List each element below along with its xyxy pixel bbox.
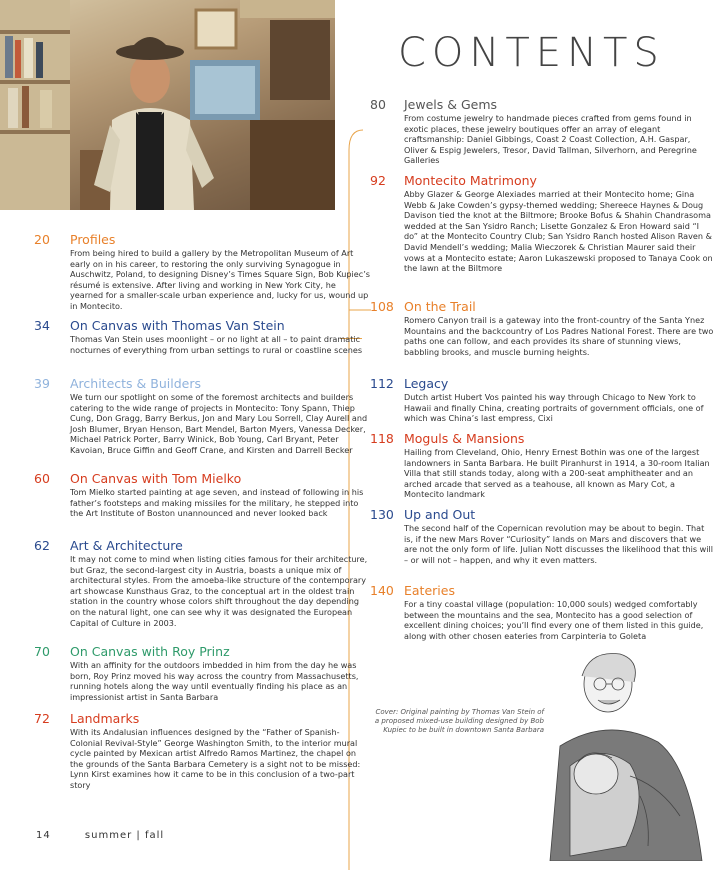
entry-title: Legacy <box>404 376 449 391</box>
entry-title: On Canvas with Tom Mielko <box>70 471 242 486</box>
entry-page-number: 140 <box>370 583 394 598</box>
entry-description: Thomas Van Stein uses moonlight – or no light at all – to paint dramatic nocturnes of everything from urban settings to rural or coastline scenes <box>70 334 363 355</box>
entry-page-number: 118 <box>370 431 394 446</box>
toc-entry-profiles[interactable] <box>34 232 370 312</box>
entry-page-number: 130 <box>370 507 394 522</box>
entry-page-number: 34 <box>34 318 50 333</box>
entry-title: On Canvas with Roy Prinz <box>70 644 230 659</box>
toc-entry-up-and-out[interactable] <box>370 507 714 565</box>
entry-page-number: 60 <box>34 471 50 486</box>
pencil-sketch-illustration <box>530 646 710 861</box>
entry-page-number: 72 <box>34 711 50 726</box>
entry-page-number: 92 <box>370 173 386 188</box>
entry-description: For a tiny coastal village (population: 10,000 souls) wedged comfortably between the mountains and the sea, Montecito has a good selection of excellent dining choices; you’ll find every one of them listed in this guide, along with other chosen eateries from Carpinteria to Goleta <box>404 599 704 641</box>
toc-entry-legacy[interactable] <box>370 376 714 424</box>
entry-title: On Canvas with Thomas Van Stein <box>70 318 285 333</box>
entry-description: From being hired to build a gallery by the Metropolitan Museum of Art early on in his career, to restoring the only surviving Synagogue in Auschwitz, Poland, to designing Disney’s Times Square Sign, Bob Kupiec’s résumé is extensive. After living and working in New York City, he yearned for a smaller-scale urban experience and, lucky for us, wound up in Montecito. <box>70 248 370 311</box>
toc-entry-architects-builders[interactable] <box>34 376 370 456</box>
toc-entry-jewels-gems[interactable] <box>370 97 714 166</box>
toc-entry-eateries[interactable] <box>370 583 714 641</box>
profile-photo <box>0 0 335 210</box>
toc-entry-landmarks[interactable] <box>34 711 370 791</box>
entry-page-number: 112 <box>370 376 394 391</box>
entry-title: Art & Architecture <box>70 538 183 553</box>
entry-description: From costume jewelry to handmade pieces crafted from gems found in exotic places, these jewelry boutiques offer an array of elegant craftsmanship: Daniel Gibbings, Coast 2 Coast Collection, A.H. Gaspar, Oliver & Espig Jewelers, Tresor, David Tallman, Silverhorn, and Peregrine Galleries <box>404 113 697 166</box>
entry-description: Dutch artist Hubert Vos painted his way through Chicago to New York to Hawaii and finally China, creating portraits of government officials, one of which was China’s last empress, Cixi <box>404 392 704 424</box>
entry-description: The second half of the Copernican revolution may be about to begin. That is, if the new Mars Rover “Curiosity” lands on Mars and discovers that we are not the only form of life. Julian Nott discusses the likelihood that this will – or will not – happen, and why it even matters. <box>404 523 714 565</box>
entry-description: Romero Canyon trail is a gateway into the front-country of the Santa Ynez Mountains and the backcountry of Los Padres National Forest. There are two paths one can follow, and each provides its share of stunning views, babbling brooks, and muscle burning heights. <box>404 315 714 357</box>
entry-page-number: 108 <box>370 299 394 314</box>
entry-title: Landmarks <box>70 711 140 726</box>
entry-title: Moguls & Mansions <box>404 431 525 446</box>
issue-label: summer | fall <box>84 830 165 841</box>
cover-caption: Cover: Original painting by Thomas Van Stein of a proposed mixed-use building designed by Bob Kupiec to be built in downtown Santa Barbara <box>374 708 544 734</box>
entry-description: We turn our spotlight on some of the foremost architects and builders catering to the wide range of projects in Montecito: Tony Spann, Thiep Cung, Don Gragg, Barry Berkus, Jon and Mary Lou Sorrell, Clay Aurell and Josh Blumer, Bryan Henson, Bart Mendel, Barton Myers, Vanessa Decker, Michael Patrick Porter, Barry Winick, Bob Young, Carl Bryant, Peter Kavoian, Bruce Giffin and Geoff Crane, and Kirsten and Darrell Becker <box>70 392 368 455</box>
entry-description: Tom Mielko started painting at age seven, and instead of following in his father’s footsteps and making missiles for the military, he stepped into the Art Institute of Boston unannounced and never looked back <box>70 487 364 519</box>
toc-entry-montecito-matrimony[interactable] <box>370 173 714 274</box>
entry-page-number: 39 <box>34 376 50 391</box>
entry-description: Abby Glazer & George Alexiades married at their Montecito home; Gina Webb & Jake Cowden’s gypsy-themed wedding; Shereece Haynes & Doug Davison tied the knot at the Biltmore; Brooke Bofus & Shahin Chandrasoma wedded at the San Ysidro Ranch; Lisette Gonzalez & Eron Howard said “I do” at the Montecito Country Club; San Ysidro Ranch hosted Alison Raven & David Mendell’s wedding; Malia Wieczorek & Christian Maurer said their vows at a Montecito estate; Aaron Lukaszewski proposed to Tanaya Cook on the lawn at the Biltmore <box>404 189 713 274</box>
page-footer <box>36 830 164 841</box>
entry-description: Hailing from Cleveland, Ohio, Henry Ernest Bothin was one of the largest landowners in Santa Barbara. He built Piranhurst in 1914, a 30-room Italian Villa that still stands today, along with a 200-seat amphitheater and an arched arcade that served as a teahouse, all known as Mary Cot, a Montecito landmark <box>404 447 710 500</box>
entry-title: Eateries <box>404 583 455 598</box>
entry-page-number: 20 <box>34 232 50 247</box>
toc-entry-on-the-trail[interactable] <box>370 299 714 357</box>
entry-description: With an affinity for the outdoors imbedded in him from the day he was born, Roy Prinz moved his way across the country from Massachusetts, running hotels along the way until eventually finding his place as an impressionist artist in Santa Barbara <box>70 660 359 702</box>
entry-title: Profiles <box>70 232 116 247</box>
entry-page-number: 70 <box>34 644 50 659</box>
page-number: 14 <box>36 830 51 841</box>
page-title: CONTENTS <box>398 30 665 76</box>
entry-description: With its Andalusian influences designed by the “Father of Spanish-Colonial Revival-Style” George Washington Smith, to the interior mural cycle painted by Mexican artist Alfredo Ramos Martinez, the chapel on the grounds of the Santa Barbara Cemetery is a sight not to be missed: Lynn Kirst examines how it came to be in this conclusion of a two-part story <box>70 727 361 790</box>
entry-title: On the Trail <box>404 299 476 314</box>
entry-title: Montecito Matrimony <box>404 173 537 188</box>
entry-title: Jewels & Gems <box>404 97 498 112</box>
entry-page-number: 62 <box>34 538 50 553</box>
entry-title: Up and Out <box>404 507 476 522</box>
entry-description: It may not come to mind when listing cities famous for their architecture, but Graz, the second-largest city in Austria, boasts a unique mix of architectural styles. From the amoeba-like structure of the contemporary art showcase Kunsthaus Graz, to the conceptual art in the oldest train station in the country whose colors shift throughout the day depending on the natural light, one can see why it was designated the European Capital of Culture in 2003. <box>70 554 368 628</box>
entry-page-number: 80 <box>370 97 386 112</box>
toc-entry-moguls-mansions[interactable] <box>370 431 714 500</box>
entry-title: Architects & Builders <box>70 376 201 391</box>
toc-entry-on-canvas-prinz[interactable] <box>34 644 370 702</box>
toc-entry-on-canvas-van-stein[interactable] <box>34 318 370 355</box>
toc-entry-on-canvas-mielko[interactable] <box>34 471 370 519</box>
toc-entry-art-architecture[interactable] <box>34 538 370 628</box>
